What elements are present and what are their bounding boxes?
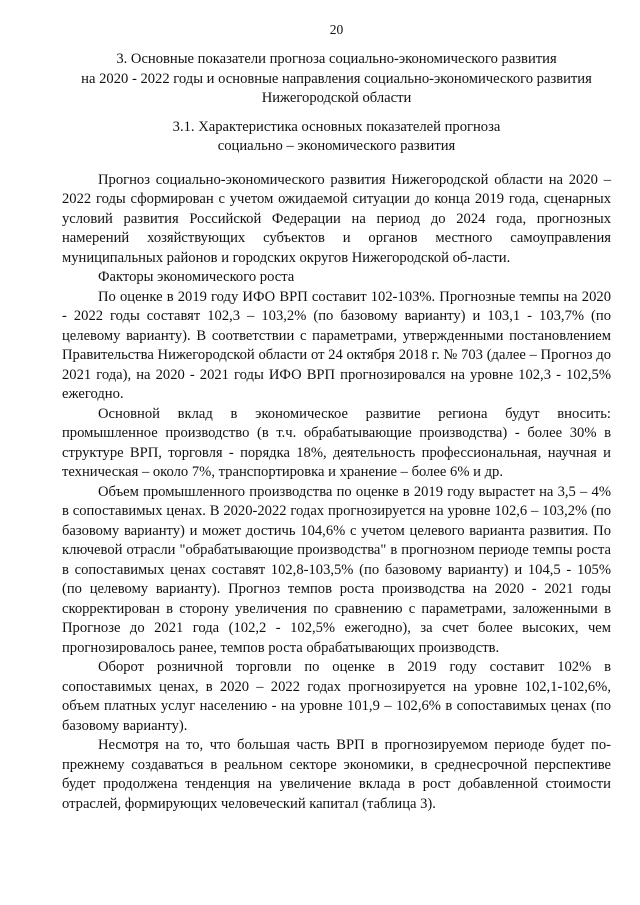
paragraph-forecast-intro: Прогноз социально-экономического развития Нижегородской области на 2020 – 2022 годы сформирован с учетом ожидаемой ситуации до конца 2019 года, сценарных условий развития Российской Федерации на период до 2024 года, прогнозных намерений хозяйствующих субъектов и органов местного самоуправления муниципальных районов и городских округов Нижегородской об-ласти. (62, 171, 611, 266)
paragraph-retail-turnover: Оборот розничной торговли по оценке в 2019 году составит 102% в сопоставимых ценах, в 2020 – 2022 годах прогнозируется на уровне 102,1-102,6%, объем платных услуг населению - на уровне 101,9 – 102,6% в сопоставимых ценах (по базовому варианту). (62, 659, 611, 734)
paragraph-grp-index: По оценке в 2019 году ИФО ВРП составит 102-103%. Прогнозные темпы на 2020 - 2022 годы составят 102,3 – 103,2% (по базовому варианту) и 103,1 - 103,7% (по целевому варианту). В соответствии с параметрами, утвержденными постановлением Правительства Нижегородской области от 24 октября 2018 г. № 703 (далее – Прогноз до 2021 года), на 2020 - 2021 годы ИФО ВРП прогнозировался на уровне 102,3 - 102,5% ежегодно. (62, 288, 611, 402)
subsection-heading (62, 118, 611, 157)
section-heading (62, 50, 611, 109)
paragraph-human-capital: Несмотря на то, что большая часть ВРП в прогнозируемом периоде будет по-прежнему создаваться в реальном секторе экономики, в среднесрочной перспективе будет продолжена тенденция на увеличение вклада в рост добавленной стоимости отраслей, формирующих человеческий капитал (таблица 3). (62, 737, 611, 812)
subsection-heading-line: 3.1. Характеристика основных показателей прогноза (172, 118, 501, 135)
paragraph-growth-factors-label: Факторы экономического роста (98, 269, 295, 285)
paragraph-industrial-production: Объем промышленного производства по оценке в 2019 году вырастет на 3,5 – 4% в сопоставимых ценах. В 2020-2022 годах прогнозируется на уровне 102,6 – 103,2% (по базовому варианту) и может достичь 104,6% с учетом целевого варианта развития. По ключевой отрасли "обрабатывающие производства" в прогнозном периоде темпы роста в сопоставимых ценах составят 102,8-103,5% (по базовому варианту) и 104,5 - 105% (по целевому варианту). Прогноз темпов роста производства на 2020 - 2021 годы скорректирован в сторону увеличения по сравнению с параметрами, заложенными в Прогнозе до 2021 года (102,2 - 102,5% ежегодно), за счет более высоких, чем прогнозировалось ранее, темпов роста обрабатывающих производств. (62, 483, 611, 656)
section-heading-line: 3. Основные показатели прогноза социально-экономического развития (116, 51, 557, 67)
subsection-heading-line: социально – экономического развития (217, 138, 456, 154)
page-number: 20 (329, 22, 344, 37)
section-heading-line: на 2020 - 2022 годы и основные направления социально-экономического развития (81, 70, 592, 87)
section-heading-line: Нижегородской области (261, 90, 412, 106)
paragraph-main-contribution: Основной вклад в экономическое развитие региона будут вносить: промышленное производство (в т.ч. обрабатывающие производства) - более 30% в структуре ВРП, торговля - порядка 18%, деятельность профессиональная, научная и техническая – около 7%, транспортировка и хранение – более 6% и др. (62, 405, 611, 480)
